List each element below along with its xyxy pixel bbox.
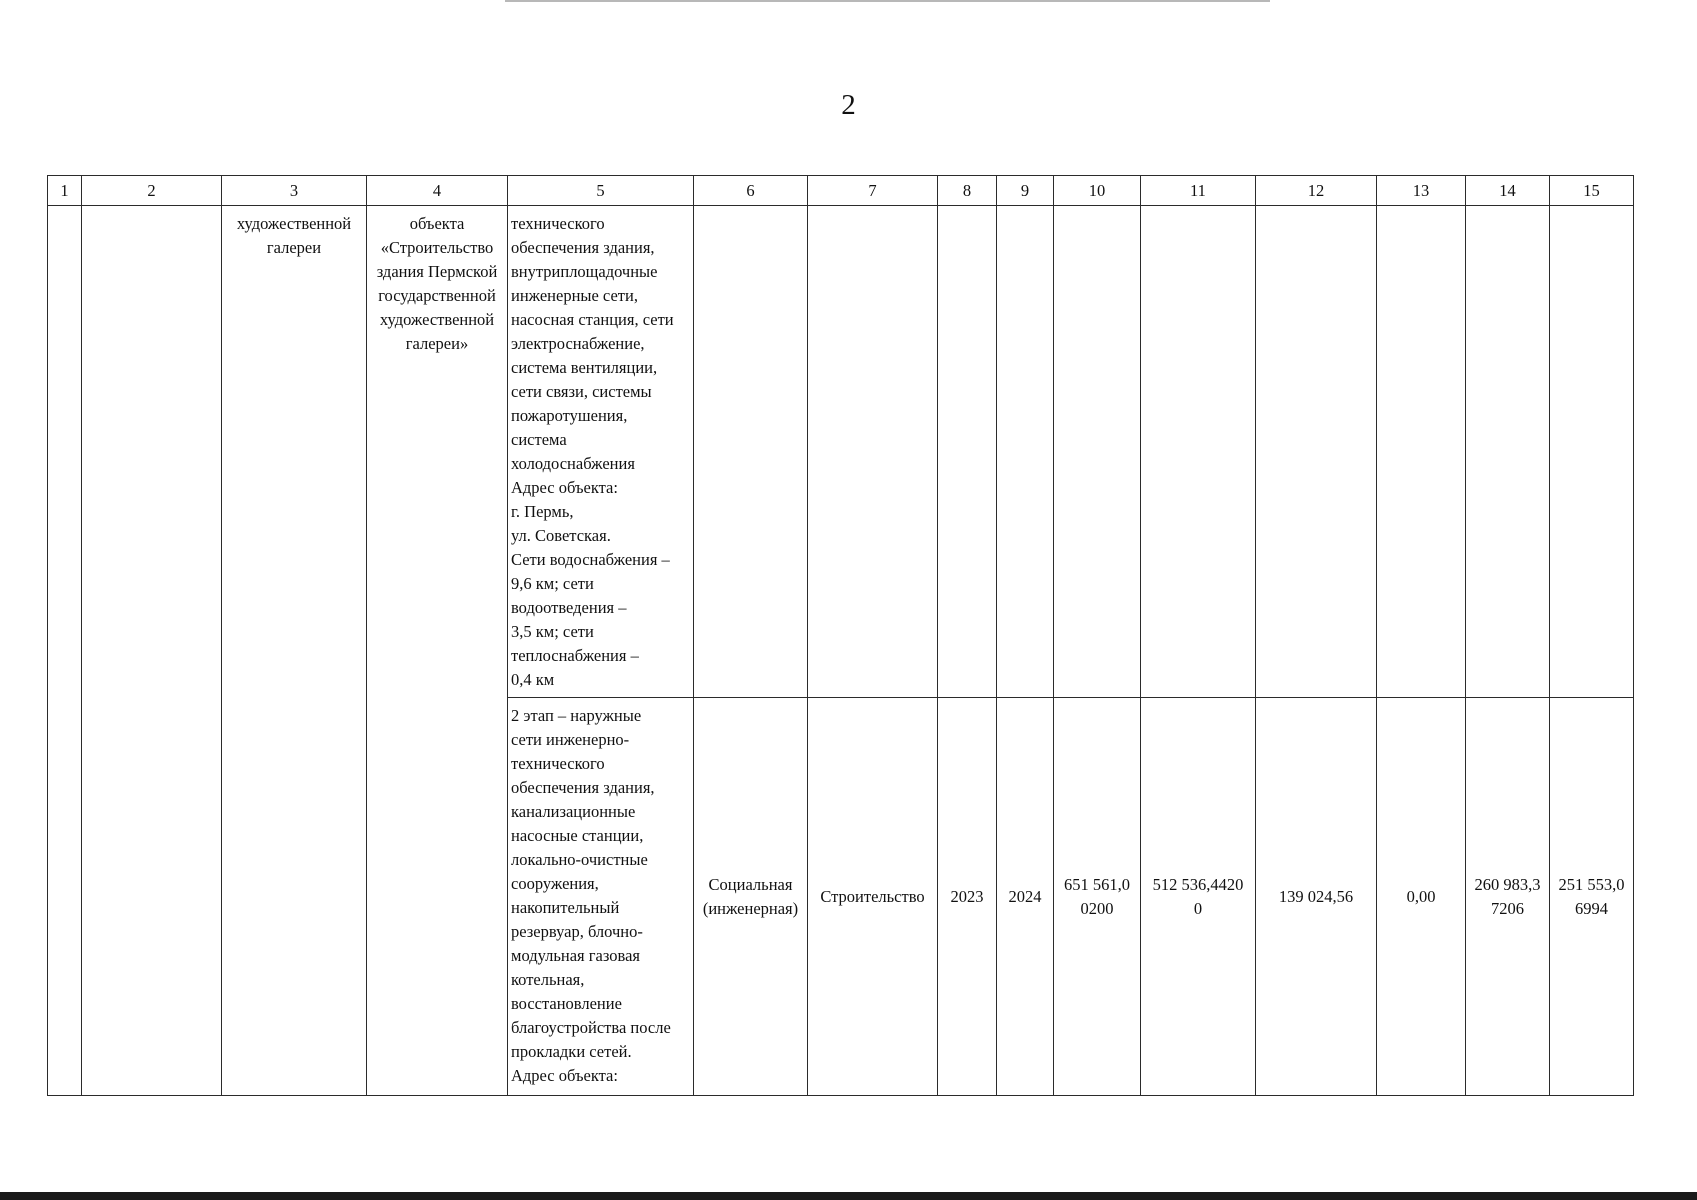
cell-text-line: инженерные сети,: [511, 286, 638, 305]
cell-empty: [1550, 206, 1634, 698]
cell-text-line: накопительный: [511, 898, 620, 917]
cell-text-line: галереи: [266, 238, 322, 257]
cell-text-line: 9,6 км; сети: [511, 574, 594, 593]
cell-text-line: (инженерная): [702, 898, 799, 918]
cell-text-line: 7206: [1491, 898, 1524, 918]
cell-text-line: Сети водоснабжения –: [511, 550, 670, 569]
cell-text-line: 512 536,4420: [1152, 874, 1244, 894]
cell-text-line: объекта: [409, 214, 465, 233]
cell-text-line: художественной: [379, 310, 495, 329]
cell-text-line: 6994: [1575, 898, 1608, 918]
cell-object-name: [222, 206, 367, 1096]
cell-empty: [997, 206, 1054, 698]
cell-work-type: Строительство: [808, 698, 938, 1096]
cell-text-line: технического: [511, 754, 605, 773]
cell-text-line: здания Пермской: [376, 262, 498, 281]
cell-text-line: электроснабжение,: [511, 334, 645, 353]
cell-text-line: художественной: [236, 214, 352, 233]
cell-text-line: локально-очистные: [511, 850, 648, 869]
cell-text-line: система вентиляции,: [511, 358, 658, 377]
cell-text-line: насосная станция, сети: [511, 310, 674, 329]
cell-amount-col13: 0,00: [1377, 698, 1466, 1096]
bottom-scan-edge: [0, 1192, 1697, 1200]
cell-empty: [694, 206, 808, 698]
cell-text-line: канализационные: [511, 802, 636, 821]
cell-empty: [938, 206, 997, 698]
cell-empty: [1466, 206, 1550, 698]
cell-text-line: восстановление: [511, 994, 622, 1013]
cell-text-line: г. Пермь,: [511, 502, 574, 521]
cell-text-line: насосные станции,: [511, 826, 644, 845]
cell-empty: [1256, 206, 1377, 698]
cell-text-line: водоотведения –: [511, 598, 627, 617]
cell-text-line: 3,5 км; сети: [511, 622, 594, 641]
table-row: [48, 206, 1634, 698]
cell-text-line: модульная газовая: [511, 946, 641, 965]
cell-text-line: резервуар, блочно-: [511, 922, 643, 941]
cell-object-title: [367, 206, 508, 1096]
cell-text-line: 260 983,3: [1474, 874, 1541, 894]
cell-amount-total: [1054, 698, 1141, 1096]
cell-amount-col12: 139 024,56: [1256, 698, 1377, 1096]
cell-amount-col11: [1141, 698, 1256, 1096]
cell-empty: [808, 206, 938, 698]
header-cell: 15: [1550, 176, 1634, 206]
header-cell: 3: [222, 176, 367, 206]
table-header-row: [48, 176, 1634, 206]
cell-amount-col15: [1550, 698, 1634, 1096]
header-cell: 6: [694, 176, 808, 206]
cell-empty: [1141, 206, 1256, 698]
header-cell: 12: [1256, 176, 1377, 206]
cell-col2: [82, 206, 222, 1096]
cell-col1: [48, 206, 82, 1096]
cell-text-line: внутриплощадочные: [511, 262, 658, 281]
header-cell: 4: [367, 176, 508, 206]
cell-end-year: 2024: [997, 698, 1054, 1096]
cell-text-line: галереи»: [405, 334, 469, 353]
cell-empty: [1377, 206, 1466, 698]
header-cell: 10: [1054, 176, 1141, 206]
header-cell: 9: [997, 176, 1054, 206]
cell-text-line: «Строительство: [380, 238, 494, 257]
cell-text-line: Адрес объекта:: [511, 1066, 618, 1085]
page-number: 2: [841, 89, 856, 121]
cell-text-line: Социальная: [708, 874, 793, 894]
cell-text-line: государственной: [378, 286, 496, 305]
cell-text-line: сети инженерно-: [511, 730, 630, 749]
cell-text-line: 251 553,0: [1558, 874, 1625, 894]
cell-text-line: теплоснабжения –: [511, 646, 639, 665]
cell-text-line: обеспечения здания,: [511, 778, 655, 797]
top-scan-rule: [505, 0, 1270, 2]
cell-stage-description: [508, 698, 694, 1096]
cell-text-line: обеспечения здания,: [511, 238, 655, 257]
cell-text-line: система: [511, 430, 567, 449]
cell-text-line: технического: [511, 214, 605, 233]
header-cell: 1: [48, 176, 82, 206]
header-cell: 2: [82, 176, 222, 206]
cell-text-line: холодоснабжения: [511, 454, 635, 473]
cell-text-line: прокладки сетей.: [511, 1042, 632, 1061]
cell-text-line: 0200: [1080, 898, 1114, 918]
header-cell: 7: [808, 176, 938, 206]
cell-stage-description: [508, 206, 694, 698]
cell-text-line: котельная,: [511, 970, 585, 989]
cell-text-line: Адрес объекта:: [511, 478, 618, 497]
cell-text-line: пожаротушения,: [511, 406, 628, 425]
cell-text-line: сооружения,: [511, 874, 599, 893]
header-cell: 11: [1141, 176, 1256, 206]
cell-text-line: 651 561,0: [1064, 874, 1130, 894]
cell-empty: [1054, 206, 1141, 698]
data-table: [47, 175, 1634, 1096]
header-cell: 13: [1377, 176, 1466, 206]
header-cell: 5: [508, 176, 694, 206]
cell-text-line: 2 этап – наружные: [511, 706, 642, 725]
cell-start-year: 2023: [938, 698, 997, 1096]
header-cell: 8: [938, 176, 997, 206]
cell-text-line: 0: [1193, 898, 1203, 918]
header-cell: 14: [1466, 176, 1550, 206]
cell-text-line: ул. Советская.: [511, 526, 611, 545]
cell-amount-col14: [1466, 698, 1550, 1096]
cell-text-line: сети связи, системы: [511, 382, 652, 401]
cell-text-line: благоустройства после: [511, 1018, 671, 1037]
cell-text-line: 0,4 км: [511, 670, 555, 689]
cell-infrastructure-type: [694, 698, 808, 1096]
